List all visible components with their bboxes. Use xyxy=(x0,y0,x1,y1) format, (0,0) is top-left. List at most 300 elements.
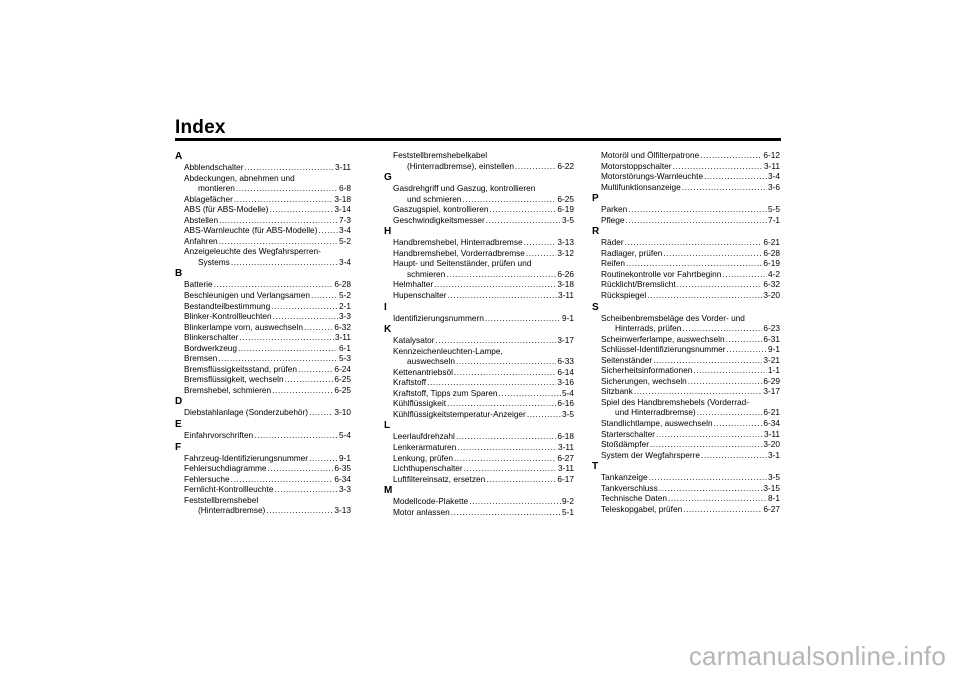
index-entry-text: Standlichtlampe, auswechseln xyxy=(601,418,713,429)
index-entry[interactable] xyxy=(175,484,351,495)
dot-leader xyxy=(304,322,333,333)
index-entry-text: Kennzeichenleuchten-Lampe, xyxy=(393,345,503,356)
index-entry-text: Motor anlassen xyxy=(393,506,450,517)
index-entry[interactable] xyxy=(592,215,780,226)
index-entry[interactable] xyxy=(592,204,780,215)
index-entry[interactable] xyxy=(175,474,351,485)
index-letter-heading: L xyxy=(384,420,391,432)
index-entry-page: 6-14 xyxy=(557,366,574,377)
index-entry-page: 3-3 xyxy=(339,311,351,322)
index-entry[interactable] xyxy=(175,364,351,375)
index-entry[interactable] xyxy=(384,150,574,171)
index-entry-page: 6-21 xyxy=(763,237,780,248)
index-entry-page: 6-23 xyxy=(763,323,780,334)
index-entry-text: Starterschalter xyxy=(601,428,655,439)
dot-leader xyxy=(697,407,763,418)
index-letter-heading: I xyxy=(384,301,387,313)
index-entry-continuation: und Hinterradbremse) xyxy=(615,407,696,418)
index-entry[interactable] xyxy=(384,377,574,388)
index-entry-text: Rückspiegel xyxy=(601,290,647,301)
dot-leader xyxy=(626,258,762,269)
index-entry[interactable] xyxy=(175,407,351,418)
index-entry-text: Tankverschluss xyxy=(601,482,658,493)
dot-leader xyxy=(231,474,334,485)
dot-leader xyxy=(318,225,338,236)
index-entry[interactable] xyxy=(175,353,351,364)
index-entry[interactable] xyxy=(175,385,351,396)
dot-leader xyxy=(309,407,333,418)
index-entry-text: System der Wegfahrsperre xyxy=(601,449,700,460)
index-entry-page: 5-4 xyxy=(339,430,351,441)
index-entry-text: Diebstahlanlage (Sonderzubehör) xyxy=(184,407,309,418)
index-entry-page: 3-6 xyxy=(768,181,780,192)
index-entry[interactable] xyxy=(384,463,574,474)
index-entry[interactable] xyxy=(175,246,351,267)
dot-leader xyxy=(464,463,557,474)
index-entry-page: 3-5 xyxy=(562,408,574,419)
index-entry-page: 5-1 xyxy=(562,506,574,517)
index-entry[interactable] xyxy=(384,279,574,290)
index-entry-page: 6-18 xyxy=(557,431,574,442)
index-letter-heading: F xyxy=(175,441,182,453)
index-entry-text: Blinkerlampe vorn, auswechseln xyxy=(184,321,303,332)
index-entry[interactable] xyxy=(592,279,780,290)
index-letter-heading: H xyxy=(384,226,392,238)
index-entry-text: Teleskopgabel, prüfen xyxy=(601,503,683,514)
index-entry-text: Blinker-Kontrollleuchten xyxy=(184,311,272,322)
dot-leader xyxy=(628,204,767,215)
dot-leader xyxy=(219,215,338,226)
dot-leader xyxy=(726,334,763,345)
index-entry[interactable] xyxy=(592,150,780,161)
index-entry-page: 6-12 xyxy=(763,150,780,160)
index-entry[interactable] xyxy=(384,290,574,301)
index-letter-heading: P xyxy=(592,193,599,205)
index-entry-page: 6-27 xyxy=(557,452,574,463)
index-entry-text: Haupt- und Seitenständer, prüfen und xyxy=(393,258,532,269)
index-entry-text: Identifizierungsnummern xyxy=(393,312,484,323)
index-entry-text: Stoßdämpfer xyxy=(601,439,649,450)
index-entry-page: 3-11 xyxy=(558,442,574,453)
index-entry-page: 8-1 xyxy=(768,493,780,504)
index-entry-page: 9-2 xyxy=(562,496,574,507)
index-entry-text: Bordwerkzeug xyxy=(184,342,238,353)
index-entry[interactable] xyxy=(384,496,574,507)
dot-leader xyxy=(626,215,767,226)
index-entry-text: Anzeigeleuchte des Wegfahrsperren- xyxy=(184,246,321,257)
index-entry-text: Kraftstoff xyxy=(393,377,427,388)
dot-leader xyxy=(727,344,767,355)
index-entry-page: 3-20 xyxy=(763,290,780,301)
page-title: Index xyxy=(175,117,226,138)
dot-leader xyxy=(219,236,338,247)
index-column-3 xyxy=(592,150,780,514)
dot-leader xyxy=(714,418,763,429)
index-entry-text: Spiel des Handbremshebels (Vorderrad- xyxy=(601,396,750,407)
index-entry-page: 6-16 xyxy=(557,398,574,409)
index-entry-text: Rücklicht/Bremslicht xyxy=(601,279,676,290)
index-entry-text: Batterie xyxy=(184,279,213,290)
index-entry[interactable] xyxy=(384,367,574,378)
index-entry-page: 5-2 xyxy=(339,290,351,301)
index-entry[interactable] xyxy=(384,453,574,464)
index-entry-text: Lichthupenschalter xyxy=(393,463,463,474)
index-entry-page: 6-32 xyxy=(334,321,351,332)
index-entry[interactable] xyxy=(592,365,780,376)
index-entry-text: Routinekontrolle vor Fahrtbeginn xyxy=(601,268,722,279)
index-entry-text: Technische Daten xyxy=(601,493,667,504)
index-entry[interactable] xyxy=(384,474,574,485)
index-entry-page: 3-18 xyxy=(334,193,351,204)
dot-leader xyxy=(285,374,334,385)
dot-leader xyxy=(272,385,333,396)
index-entry-page: 6-24 xyxy=(334,363,351,374)
index-entry-page: 6-26 xyxy=(557,268,574,279)
dot-leader xyxy=(462,194,556,205)
index-entry[interactable] xyxy=(592,450,780,461)
index-entry-page: 5-2 xyxy=(339,235,351,246)
index-entry-page: 6-34 xyxy=(334,473,351,484)
dot-leader xyxy=(527,409,561,420)
dot-leader xyxy=(469,496,561,507)
index-entry[interactable] xyxy=(592,313,780,334)
index-entry-page: 3-1 xyxy=(768,449,780,460)
index-entry-page: 3-3 xyxy=(339,484,351,495)
index-entry-text: Feststellbremshebel xyxy=(184,494,259,505)
index-entry-page: 3-10 xyxy=(334,407,351,418)
dot-leader xyxy=(515,161,556,172)
index-entry-page: 3-18 xyxy=(557,279,574,290)
index-entry-page: 6-8 xyxy=(339,183,351,194)
index-entry-page: 6-29 xyxy=(763,375,780,386)
index-entry-page: 7-3 xyxy=(339,214,351,225)
index-entry-page: 5-4 xyxy=(562,387,574,398)
index-entry[interactable] xyxy=(592,171,780,182)
index-entry[interactable] xyxy=(175,162,351,173)
index-entry[interactable] xyxy=(592,472,780,483)
index-entry-text: Scheinwerferlampe, auswechseln xyxy=(601,333,725,344)
index-entry-page: 3-16 xyxy=(557,377,574,388)
index-entry[interactable] xyxy=(592,355,780,366)
dot-leader xyxy=(231,257,338,268)
index-entry-page: 4-2 xyxy=(768,268,780,279)
index-entry-page: 6-28 xyxy=(334,279,351,290)
index-entry[interactable] xyxy=(592,182,780,193)
index-entry[interactable] xyxy=(175,204,351,215)
index-entry-text: Blinkerschalter xyxy=(184,332,239,343)
index-entry[interactable] xyxy=(592,334,780,345)
index-entry-page: 3-5 xyxy=(768,472,780,483)
index-entry[interactable] xyxy=(175,279,351,290)
index-entry-page: 6-25 xyxy=(334,384,351,395)
index-letter-heading: M xyxy=(384,485,393,497)
index-entry-text: Geschwindigkeitsmesser xyxy=(393,214,485,225)
index-entry[interactable] xyxy=(175,332,351,343)
index-entry-page: 3-17 xyxy=(763,386,780,397)
index-entry[interactable] xyxy=(384,398,574,409)
index-entry[interactable] xyxy=(175,236,351,247)
index-entry-page: 6-25 xyxy=(334,374,351,385)
index-entry[interactable] xyxy=(592,493,780,504)
index-entry-text: Tankanzeige xyxy=(601,472,648,483)
index-entry-text: Kettenantriebsöl xyxy=(393,366,453,377)
index-entry-page: 6-19 xyxy=(557,204,574,215)
dot-leader xyxy=(647,290,762,301)
index-entry-text: Beschleunigen und Verlangsamen xyxy=(184,290,310,301)
dot-leader xyxy=(427,377,556,388)
dot-leader xyxy=(271,301,338,312)
index-entry-text: Fehlersuchdiagramme xyxy=(184,463,267,474)
dot-leader xyxy=(236,183,338,194)
index-entry-text: Bremsen xyxy=(184,353,218,364)
index-entry-text: Sitzbank xyxy=(601,386,633,397)
index-entry-page: 6-25 xyxy=(557,193,574,204)
index-entry-text: Pflege xyxy=(601,214,625,225)
index-entry-continuation: montieren xyxy=(198,183,235,194)
dot-leader xyxy=(668,493,767,504)
index-entry-page: 6-28 xyxy=(763,247,780,258)
index-entry-page: 3-4 xyxy=(339,225,351,236)
dot-leader xyxy=(524,237,557,248)
index-entry-text: Kraftstoff, Tipps zum Sparen xyxy=(393,387,498,398)
index-entry-text: Fernlicht-Kontrollleuchte xyxy=(184,484,274,495)
index-entry-page: 6-31 xyxy=(763,333,780,344)
index-entry-text: Abstellen xyxy=(184,214,219,225)
index-entry[interactable] xyxy=(175,290,351,301)
index-entry[interactable] xyxy=(175,311,351,322)
index-entry-page: 3-11 xyxy=(335,332,351,343)
index-entry-continuation: Hinterrads, prüfen xyxy=(615,323,682,334)
index-entry[interactable] xyxy=(384,237,574,248)
index-entry-continuation: (Hinterradbremse) xyxy=(198,505,266,516)
index-entry-text: ABS (für ABS-Modelle) xyxy=(184,204,269,215)
index-entry-page: 3-11 xyxy=(764,428,780,439)
dot-leader xyxy=(526,248,556,259)
index-entry-page: 6-22 xyxy=(557,160,574,171)
index-entry-page: 3-4 xyxy=(768,171,780,182)
index-letter-heading: R xyxy=(592,226,600,238)
index-entry[interactable] xyxy=(384,248,574,259)
dot-leader xyxy=(234,194,333,205)
dot-leader xyxy=(218,353,338,364)
index-entry[interactable] xyxy=(384,431,574,442)
index-entry-text: Lenkerarmaturen xyxy=(393,442,457,453)
index-entry-text: Fehlersuche xyxy=(184,473,230,484)
index-letter-heading: S xyxy=(592,301,599,313)
index-entry-page: 9-1 xyxy=(339,452,351,463)
index-entry[interactable] xyxy=(175,343,351,354)
index-column-2 xyxy=(384,150,574,517)
dot-leader xyxy=(298,364,333,375)
index-entry[interactable] xyxy=(175,495,351,516)
index-letter-heading: D xyxy=(175,396,183,408)
index-entry[interactable] xyxy=(592,439,780,450)
index-entry[interactable] xyxy=(592,504,780,515)
index-entry-page: 3-4 xyxy=(339,256,351,267)
dot-leader xyxy=(456,431,557,442)
index-entry-text: Hupenschalter xyxy=(393,290,447,301)
dot-leader xyxy=(456,356,556,367)
index-entry[interactable] xyxy=(175,301,351,312)
index-entry-text: Feststellbremshebelkabel xyxy=(393,150,488,160)
index-entry[interactable] xyxy=(592,258,780,269)
dot-leader xyxy=(659,483,763,494)
dot-leader xyxy=(436,335,557,346)
index-entry-text: Bremsflüssigkeit, wechseln xyxy=(184,374,284,385)
index-entry[interactable] xyxy=(592,483,780,494)
title-rule xyxy=(175,138,781,141)
index-entry-text: Reifen xyxy=(601,258,625,269)
index-entry[interactable] xyxy=(384,335,574,346)
dot-leader xyxy=(214,279,334,290)
index-entry[interactable] xyxy=(384,258,574,279)
index-entry[interactable] xyxy=(592,161,780,172)
index-entry-continuation: auswechseln xyxy=(407,356,455,367)
index-entry-page: 2-1 xyxy=(339,300,351,311)
index-entry-text: Katalysator xyxy=(393,335,435,346)
index-entry[interactable] xyxy=(592,237,780,248)
index-entry-page: 6-34 xyxy=(763,418,780,429)
index-entry[interactable] xyxy=(592,397,780,418)
dot-leader xyxy=(650,439,762,450)
dot-leader xyxy=(273,311,338,322)
index-entry-page: 3-12 xyxy=(557,247,574,258)
index-entry-page: 1-1 xyxy=(768,365,780,376)
index-entry-page: 9-1 xyxy=(562,312,574,323)
index-entry[interactable] xyxy=(592,344,780,355)
watermark: carmanualsonline.info xyxy=(688,641,946,671)
dot-leader xyxy=(434,279,556,290)
dot-leader xyxy=(634,386,763,397)
index-entry[interactable] xyxy=(592,429,780,440)
index-entry-page: 9-1 xyxy=(768,344,780,355)
index-entry-text: Kühlflüssigkeit xyxy=(393,398,447,409)
index-entry-page: 3-15 xyxy=(763,482,780,493)
dot-leader xyxy=(700,150,762,161)
dot-leader xyxy=(269,204,333,215)
index-entry[interactable] xyxy=(175,430,351,441)
index-entry-text: Motoröl und Ölfilterpatrone xyxy=(601,150,700,160)
index-entry-page: 3-21 xyxy=(763,354,780,365)
index-entry-text: Multifunktionsanzeige xyxy=(601,181,681,192)
index-letter-heading: K xyxy=(384,324,392,336)
index-entry[interactable] xyxy=(384,388,574,399)
index-entry[interactable] xyxy=(592,386,780,397)
index-entry-text: Bestandteilbestimmung xyxy=(184,300,271,311)
index-entry[interactable] xyxy=(175,374,351,385)
index-entry-text: Handbremshebel, Vorderradbremse xyxy=(393,247,525,258)
dot-leader xyxy=(454,453,556,464)
index-entry-page: 3-11 xyxy=(335,162,351,172)
index-letter-heading: T xyxy=(592,461,599,473)
index-entry-text: Einfahrvorschriften xyxy=(184,430,254,441)
dot-leader xyxy=(499,388,561,399)
index-entry-text: Fahrzeug-Identifizierungsnummer xyxy=(184,452,309,463)
index-entry-page: 3-5 xyxy=(562,214,574,225)
dot-leader xyxy=(693,365,767,376)
index-letter-heading: A xyxy=(175,151,183,162)
index-entry-continuation: und schmieren xyxy=(407,193,462,204)
index-entry-text: Motorstörungs-Warnleuchte xyxy=(601,171,704,182)
index-entry[interactable] xyxy=(384,442,574,453)
dot-leader xyxy=(447,398,556,409)
index-entry[interactable] xyxy=(384,346,574,367)
dot-leader xyxy=(485,313,561,324)
dot-leader xyxy=(663,248,762,259)
index-letter-heading: E xyxy=(175,419,182,431)
index-column-1 xyxy=(175,150,351,516)
index-entry-page: 5-5 xyxy=(768,204,780,215)
index-entry[interactable] xyxy=(175,194,351,205)
index-entry-page: 6-35 xyxy=(334,463,351,474)
index-entry-text: Handbremshebel, Hinterradbremse xyxy=(393,237,523,248)
index-entry[interactable] xyxy=(384,409,574,420)
index-entry[interactable] xyxy=(175,173,351,194)
dot-leader xyxy=(454,367,556,378)
index-entry[interactable] xyxy=(592,269,780,280)
index-entry-text: Bremshebel, schmieren xyxy=(184,384,272,395)
index-entry-page: 3-20 xyxy=(763,439,780,450)
index-entry-page: 3-17 xyxy=(557,335,574,346)
dot-leader xyxy=(489,204,556,215)
index-entry[interactable] xyxy=(384,204,574,215)
dot-leader xyxy=(682,323,762,334)
index-entry[interactable] xyxy=(592,248,780,259)
index-entry-text: Schlüssel-Identifizierungsnummer xyxy=(601,344,726,355)
index-entry-page: 3-13 xyxy=(334,505,351,516)
index-entry[interactable] xyxy=(384,313,574,324)
dot-leader xyxy=(238,343,338,354)
dot-leader xyxy=(486,474,556,485)
index-entry-text: Bremsflüssigkeitsstand, prüfen xyxy=(184,363,297,374)
index-entry[interactable] xyxy=(384,215,574,226)
index-entry-text: Sicherungen, wechseln xyxy=(601,375,687,386)
index-entry-text: ABS-Warnleuchte (für ABS-Modelle) xyxy=(184,225,318,236)
index-entry[interactable] xyxy=(175,453,351,464)
index-entry-page: 3-11 xyxy=(558,290,574,301)
dot-leader xyxy=(274,484,338,495)
index-entry-text: Räder xyxy=(601,237,624,248)
index-entry[interactable] xyxy=(175,463,351,474)
index-entry[interactable] xyxy=(384,507,574,518)
index-entry-text: Seitenständer xyxy=(601,354,653,365)
index-entry[interactable] xyxy=(592,290,780,301)
dot-leader xyxy=(682,182,767,193)
index-entry-page: 3-14 xyxy=(334,204,351,215)
index-entry-text: Scheibenbremsbeläge des Vorder- und xyxy=(601,312,745,323)
dot-leader xyxy=(683,504,762,515)
index-entry-text: Ablagefächer xyxy=(184,193,233,204)
dot-leader xyxy=(704,171,767,182)
index-entry-text: Kühlflüssigkeitstemperatur-Anzeiger xyxy=(393,408,526,419)
index-entry[interactable] xyxy=(592,418,780,429)
index-entry[interactable] xyxy=(175,225,351,236)
index-entry-page: 6-1 xyxy=(339,342,351,353)
index-entry[interactable] xyxy=(384,183,574,204)
index-entry-page: 5-3 xyxy=(339,353,351,364)
index-entry[interactable] xyxy=(175,215,351,226)
dot-leader xyxy=(677,279,763,290)
index-entry-text: Abblendschalter xyxy=(184,162,244,172)
index-entry-text: Gaszugspiel, kontrollieren xyxy=(393,204,489,215)
index-entry[interactable] xyxy=(175,322,351,333)
index-entry-page: 6-17 xyxy=(557,473,574,484)
index-entry-text: Modellcode-Plakette xyxy=(393,496,469,507)
index-entry[interactable] xyxy=(592,376,780,387)
index-entry-text: Leerlaufdrehzahl xyxy=(393,431,455,442)
index-entry-text: Parken xyxy=(601,204,628,215)
index-entry-text: Sicherheitsinformationen xyxy=(601,365,693,376)
